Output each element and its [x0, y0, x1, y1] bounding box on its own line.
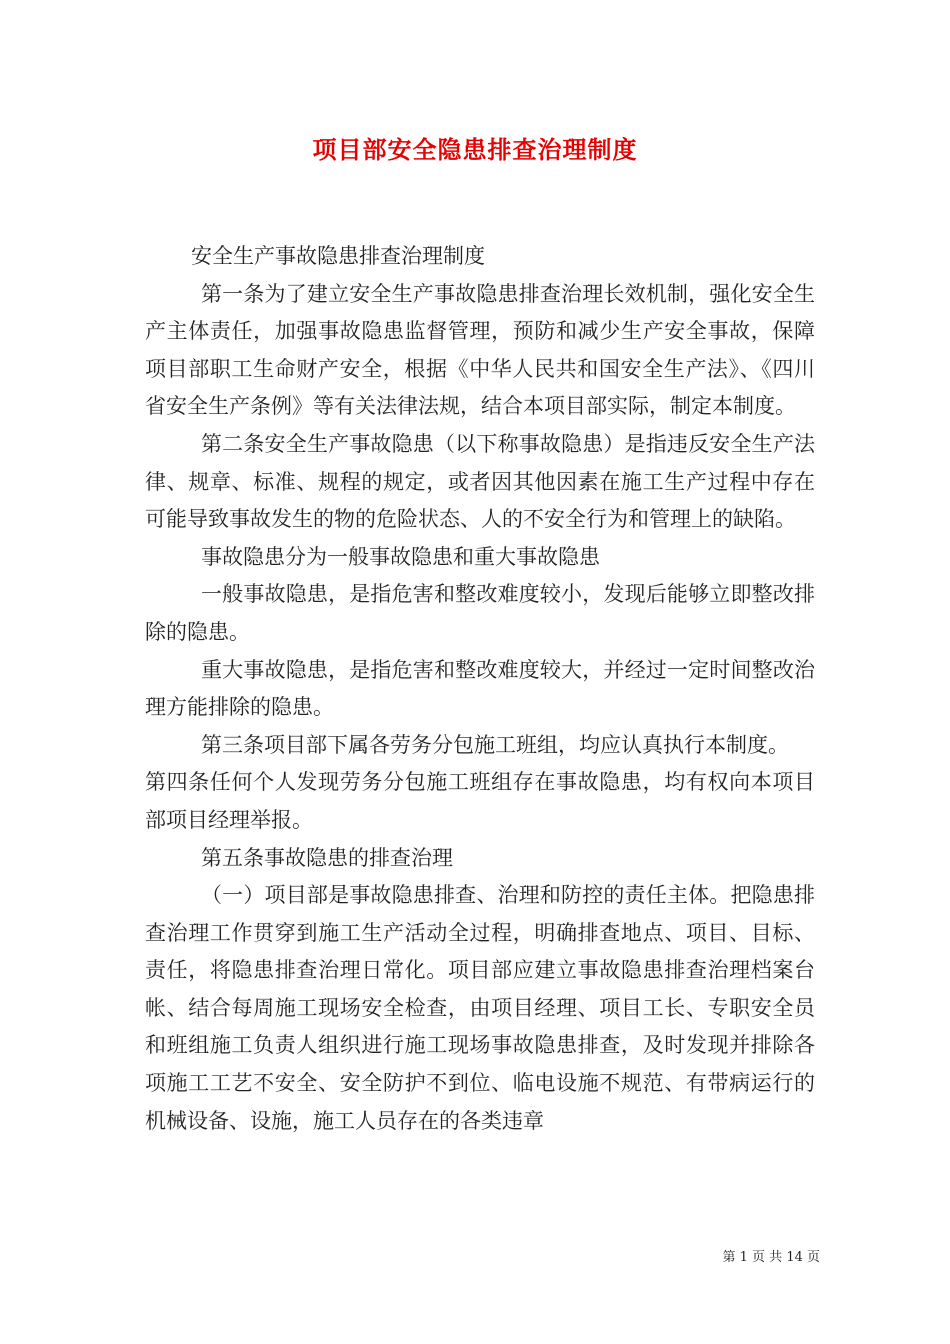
- paragraph-article-3: 第三条项目部下属各劳务分包施工班组，均应认真执行本制度。: [201, 732, 789, 757]
- paragraph-subtitle: 安全生产事故隐患排查治理制度: [191, 244, 485, 268]
- paragraph-article-1: 第一条为了建立安全生产事故隐患排查治理长效机制，强化安全生产主体责任，加强事故隐患监督管理，预防和减少生产安全事故，保障项目部职工生命财产安全，根据《中华人民共和国安全生产法》、《四川省安全生产条例》等有关法律法规，结合本项目部实际，制定本制度。: [145, 281, 815, 419]
- paragraph-general-hazard: 一般事故隐患，是指危害和整改难度较小，发现后能够立即整改排除的隐患。: [145, 582, 815, 644]
- paragraph-article-5-item-1: （一）项目部是事故隐患排查、治理和防控的责任主体。把隐患排查治理工作贯穿到施工生产活动全过程，明确排查地点、项目、目标、责任，将隐患排查治理日常化。项目部应建立事故隐患排查治理档案台帐、结合每周施工现场安全检查，由项目经理、项目工长、专职安全员和班组施工负责人组织进行施工现场事故隐患排查，及时发现并排除各项施工工艺不安全、安全防护不到位、临电设施不规范、有带病运行的机械设备、设施，施工人员存在的各类违章: [145, 883, 815, 1133]
- paragraph-article-5: 第五条事故隐患的排查治理: [201, 845, 453, 870]
- paragraph-article-4: 第四条任何个人发现劳务分包施工班组存在事故隐患，均有权向本项目部项目经理举报。: [145, 770, 815, 832]
- paragraph-hazard-types: 事故隐患分为一般事故隐患和重大事故隐患: [201, 544, 600, 569]
- document-body: [145, 238, 815, 1140]
- page-number: 第 1 页 共 14 页: [722, 1250, 820, 1265]
- paragraph-article-2: 第二条安全生产事故隐患（以下称事故隐患）是指违反安全生产法律、规章、标准、规程的规定，或者因其他因素在施工生产过程中存在可能导致事故发生的物的危险状态、人的不安全行为和管理上的缺陷。: [145, 431, 815, 532]
- document-title: 项目部安全隐患排查治理制度: [312, 135, 638, 164]
- paragraph-major-hazard: 重大事故隐患，是指危害和整改难度较大，并经过一定时间整改治理方能排除的隐患。: [145, 657, 815, 720]
